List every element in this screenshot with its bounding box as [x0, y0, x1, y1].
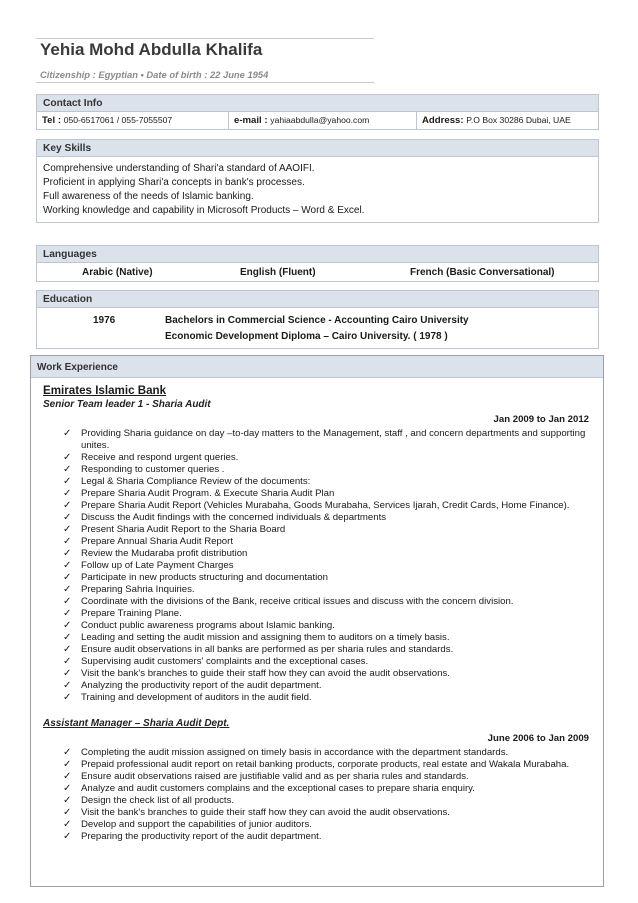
languages-header: Languages — [37, 246, 598, 263]
email-cell — [229, 112, 417, 129]
education-year: 1976 — [93, 315, 116, 326]
contact-section — [36, 94, 599, 130]
checkmark-icon: ✓ — [63, 807, 72, 818]
tel-cell — [37, 112, 229, 129]
tel-label: Tel : — [42, 115, 62, 126]
top-rule — [36, 38, 374, 39]
checkmark-icon: ✓ — [63, 680, 72, 691]
checkmark-icon: ✓ — [63, 512, 72, 523]
checkmark-icon: ✓ — [63, 476, 72, 487]
job-bullet: ✓ Legal & Sharia Compliance Review of the documents: — [63, 476, 311, 487]
job-bullet: ✓ Visit the bank's branches to guide their staff how they can avoid the audit observations. — [63, 807, 450, 818]
job-bullet: ✓ Present Sharia Audit Report to the Sharia Board — [63, 524, 286, 535]
education-row — [37, 329, 598, 345]
job-bullet: ✓ Receive and respond urgent queries. — [63, 452, 239, 463]
education-diploma: Economic Development Diploma – Cairo University. ( 1978 ) — [165, 331, 448, 342]
checkmark-icon: ✓ — [63, 656, 72, 667]
education-degree: Bachelors in Commercial Science - Accounting Cairo University — [165, 315, 469, 326]
company-name: Emirates Islamic Bank — [43, 384, 167, 397]
job-bullet: ✓ Prepare Sharia Audit Report (Vehicles Murabaha, Goods Murabaha, Services Ijarah, Credit Cards, Home Finance). — [63, 500, 570, 511]
job-dates: June 2006 to Jan 2009 — [487, 733, 589, 744]
job-bullet: ✓ Visit the bank's branches to guide their staff how they can avoid the audit observations. — [63, 668, 450, 679]
education-section — [36, 290, 599, 349]
checkmark-icon: ✓ — [63, 596, 72, 607]
email-value: yahiaabdulla@yahoo.com — [270, 115, 370, 125]
address-label: Address: — [422, 115, 464, 126]
email-label: e-mail : — [234, 115, 268, 126]
tel-value: 050-6517061 / 055-7055507 — [63, 115, 173, 125]
checkmark-icon: ✓ — [63, 644, 72, 655]
checkmark-icon: ✓ — [63, 771, 72, 782]
job-bullet: ✓ Leading and setting the audit mission and assigning them to auditors on a timely basis. — [63, 632, 450, 643]
checkmark-icon: ✓ — [63, 524, 72, 535]
job-bullet: ✓ Completing the audit mission assigned on timely basis in accordance with the department standards. — [63, 747, 509, 758]
checkmark-icon: ✓ — [63, 464, 72, 475]
job-bullet: ✓ Responding to customer queries . — [63, 464, 225, 475]
education-header: Education — [37, 291, 598, 308]
checkmark-icon: ✓ — [63, 428, 72, 439]
job-bullets — [43, 428, 603, 704]
education-body — [37, 308, 598, 348]
checkmark-icon: ✓ — [63, 536, 72, 547]
job-bullet: ✓ Develop and support the capabilities of junior auditors. — [63, 819, 312, 830]
checkmark-icon: ✓ — [63, 560, 72, 571]
job-bullet: ✓ Conduct public awareness programs about Islamic banking. — [63, 620, 335, 631]
skill-line: Comprehensive understanding of Shari'a standard of AAOIFI. — [43, 163, 315, 174]
job-bullet: ✓ Prepare Training Plane. — [63, 608, 182, 619]
citizenship-line: Citizenship : Egyptian • Date of birth : 22 June 1954 — [40, 69, 269, 80]
job-bullet: ✓ Providing Sharia guidance on day –to-day matters to the Management, staff , and concern departments and supporting unites. — [63, 428, 586, 451]
work-header: Work Experience — [31, 356, 603, 378]
checkmark-icon: ✓ — [63, 819, 72, 830]
languages-section — [36, 245, 599, 282]
skill-line: Working knowledge and capability in Microsoft Products – Word & Excel. — [43, 205, 365, 216]
job-role: Assistant Manager – Sharia Audit Dept. — [43, 718, 230, 729]
job-bullet: ✓ Coordinate with the divisions of the Bank, receive critical issues and discuss with the concern division. — [63, 596, 514, 607]
skills-body — [37, 157, 598, 222]
checkmark-icon: ✓ — [63, 795, 72, 806]
checkmark-icon: ✓ — [63, 759, 72, 770]
checkmark-icon: ✓ — [63, 572, 72, 583]
languages-row — [37, 263, 598, 281]
job-bullet: ✓ Follow up of Late Payment Charges — [63, 560, 234, 571]
education-year-spacer — [37, 329, 165, 345]
checkmark-icon: ✓ — [63, 452, 72, 463]
job-bullet: ✓ Prepare Annual Sharia Audit Report — [63, 536, 234, 547]
checkmark-icon: ✓ — [63, 548, 72, 559]
job-bullet: ✓ Prepaid professional audit report on retail banking products, corporate products, real estate and Wakala Murabaha. — [63, 759, 570, 770]
language-item: Arabic (Native) — [82, 267, 153, 278]
job-bullet: ✓ Review the Mudaraba profit distribution — [63, 548, 248, 559]
skills-header: Key Skills — [37, 140, 598, 157]
checkmark-icon: ✓ — [63, 620, 72, 631]
job-dates: Jan 2009 to Jan 2012 — [493, 414, 589, 425]
job-bullet: ✓ Participate in new products structuring and documentation — [63, 572, 328, 583]
contact-header: Contact Info — [37, 95, 598, 112]
job-bullet: ✓ Preparing Sahria Inquiries. — [63, 584, 195, 595]
job-bullet: ✓ Discuss the Audit findings with the concerned individuals & departments — [63, 512, 387, 523]
checkmark-icon: ✓ — [63, 692, 72, 703]
checkmark-icon: ✓ — [63, 668, 72, 679]
job-bullet: ✓ Analyzing the productivity report of the audit department. — [63, 680, 322, 691]
checkmark-icon: ✓ — [63, 584, 72, 595]
education-row — [37, 313, 598, 329]
skill-line: Full awareness of the needs of Islamic banking. — [43, 191, 254, 202]
work-body — [31, 378, 603, 843]
skills-section — [36, 139, 599, 223]
job-bullets — [43, 747, 603, 843]
job-bullet: ✓ Analyze and audit customers complains and the exceptional cases to prepare sharia enquiry. — [63, 783, 475, 794]
language-item: French (Basic Conversational) — [410, 267, 555, 278]
job-bullet: ✓ Ensure audit observations in all banks are performed as per sharia rules and standards. — [63, 644, 454, 655]
address-value: P.O Box 30286 Dubai, UAE — [466, 115, 571, 125]
language-item: English (Fluent) — [240, 267, 316, 278]
job-bullet: ✓ Prepare Sharia Audit Program. & Execute Sharia Audit Plan — [63, 488, 335, 499]
checkmark-icon: ✓ — [63, 783, 72, 794]
citizenship-rule — [36, 82, 374, 83]
checkmark-icon: ✓ — [63, 632, 72, 643]
job-bullet: ✓ Supervising audit customers' complaints and the exceptional cases. — [63, 656, 369, 667]
work-section — [30, 355, 604, 887]
skill-line: Proficient in applying Shari'a concepts in bank's processes. — [43, 177, 305, 188]
checkmark-icon: ✓ — [63, 831, 72, 842]
job-bullet: ✓ Training and development of auditors in the audit field. — [63, 692, 312, 703]
checkmark-icon: ✓ — [63, 608, 72, 619]
job-role: Senior Team leader 1 - Sharia Audit — [43, 399, 211, 410]
job-bullet: ✓ Preparing the productivity report of the audit department. — [63, 831, 322, 842]
contact-row — [37, 112, 598, 129]
job-bullet: ✓ Design the check list of all products. — [63, 795, 235, 806]
checkmark-icon: ✓ — [63, 488, 72, 499]
checkmark-icon: ✓ — [63, 747, 72, 758]
job-bullet: ✓ Ensure audit observations raised are justifiable valid and as per sharia rules and standards. — [63, 771, 469, 782]
address-cell — [417, 112, 598, 129]
checkmark-icon: ✓ — [63, 500, 72, 511]
candidate-name: Yehia Mohd Abdulla Khalifa — [40, 40, 263, 59]
